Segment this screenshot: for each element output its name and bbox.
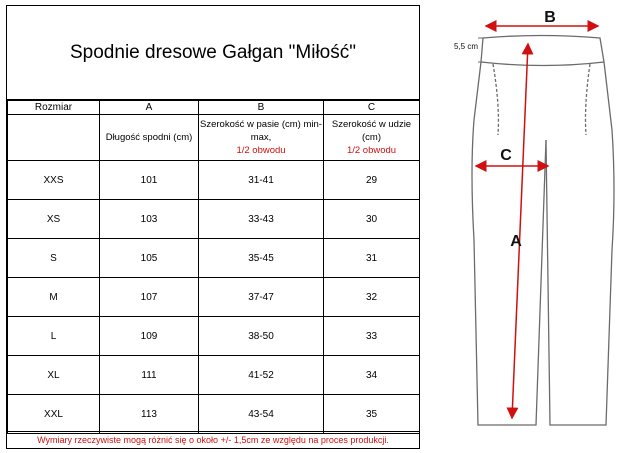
left-pocket-outline <box>493 64 498 135</box>
column-letters-row <box>8 101 420 115</box>
right-pocket-outline <box>586 64 591 135</box>
table-row <box>8 278 420 317</box>
page-title: Spodnie dresowe Gałgan "Miłość" <box>7 6 419 100</box>
cell-size: XXS <box>8 161 100 200</box>
table-row <box>8 356 420 395</box>
label-c: C <box>500 147 512 164</box>
cell-a: 111 <box>100 356 199 395</box>
desc-b-text: Szerokość w pasie (cm) min-max, <box>200 119 322 143</box>
cell-a: 113 <box>100 395 199 434</box>
desc-a <box>100 115 199 161</box>
left-leg-outline <box>472 62 546 425</box>
cell-b: 37-47 <box>199 278 324 317</box>
cell-size: XL <box>8 356 100 395</box>
cell-c: 32 <box>324 278 420 317</box>
waistband-outline <box>481 36 604 66</box>
cell-c: 29 <box>324 161 420 200</box>
header-b: B <box>199 101 324 115</box>
desc-c-text: Szerokość w udzie (cm) <box>331 119 412 143</box>
cell-size: XXL <box>8 395 100 434</box>
desc-b-note: 1/2 obwodu <box>236 145 286 156</box>
length-arrow-a <box>512 44 528 418</box>
cell-c: 30 <box>324 200 420 239</box>
header-size: Rozmiar <box>8 101 100 115</box>
size-rows <box>8 161 420 434</box>
size-table <box>7 100 420 434</box>
cell-a: 109 <box>100 317 199 356</box>
cell-c: 33 <box>324 317 420 356</box>
cell-a: 101 <box>100 161 199 200</box>
desc-b <box>199 115 324 161</box>
pants-diagram <box>440 0 640 453</box>
cell-size: S <box>8 239 100 278</box>
table-row <box>8 395 420 434</box>
cell-c: 34 <box>324 356 420 395</box>
desc-c-note: 1/2 obwodu <box>346 145 397 156</box>
table-row <box>8 200 420 239</box>
desc-size <box>8 115 100 161</box>
right-leg-outline <box>546 62 614 425</box>
desc-a-text: Długość spodni (cm) <box>105 132 193 143</box>
desc-c <box>324 115 420 161</box>
cell-b: 38-50 <box>199 317 324 356</box>
cell-b: 31-41 <box>199 161 324 200</box>
table-row <box>8 161 420 200</box>
cell-a: 103 <box>100 200 199 239</box>
cell-size: L <box>8 317 100 356</box>
table-row <box>8 239 420 278</box>
cell-b: 43-54 <box>199 395 324 434</box>
cell-b: 35-45 <box>199 239 324 278</box>
header-c: C <box>324 101 420 115</box>
cell-a: 105 <box>100 239 199 278</box>
tolerance-note: Wymiary rzeczywiste mogą różnić się o około +/- 1,5cm ze względu na proces produkcji. <box>7 431 419 448</box>
table-row <box>8 317 420 356</box>
cell-size: XS <box>8 200 100 239</box>
cell-c: 35 <box>324 395 420 434</box>
band-label: 5,5 cm <box>454 42 479 51</box>
cell-size: M <box>8 278 100 317</box>
size-chart <box>6 5 420 449</box>
cell-c: 31 <box>324 239 420 278</box>
cell-b: 41-52 <box>199 356 324 395</box>
cell-b: 33-43 <box>199 200 324 239</box>
label-a: A <box>510 233 522 250</box>
cell-a: 107 <box>100 278 199 317</box>
label-b: B <box>544 9 556 26</box>
column-description-row <box>8 115 420 161</box>
header-a: A <box>100 101 199 115</box>
